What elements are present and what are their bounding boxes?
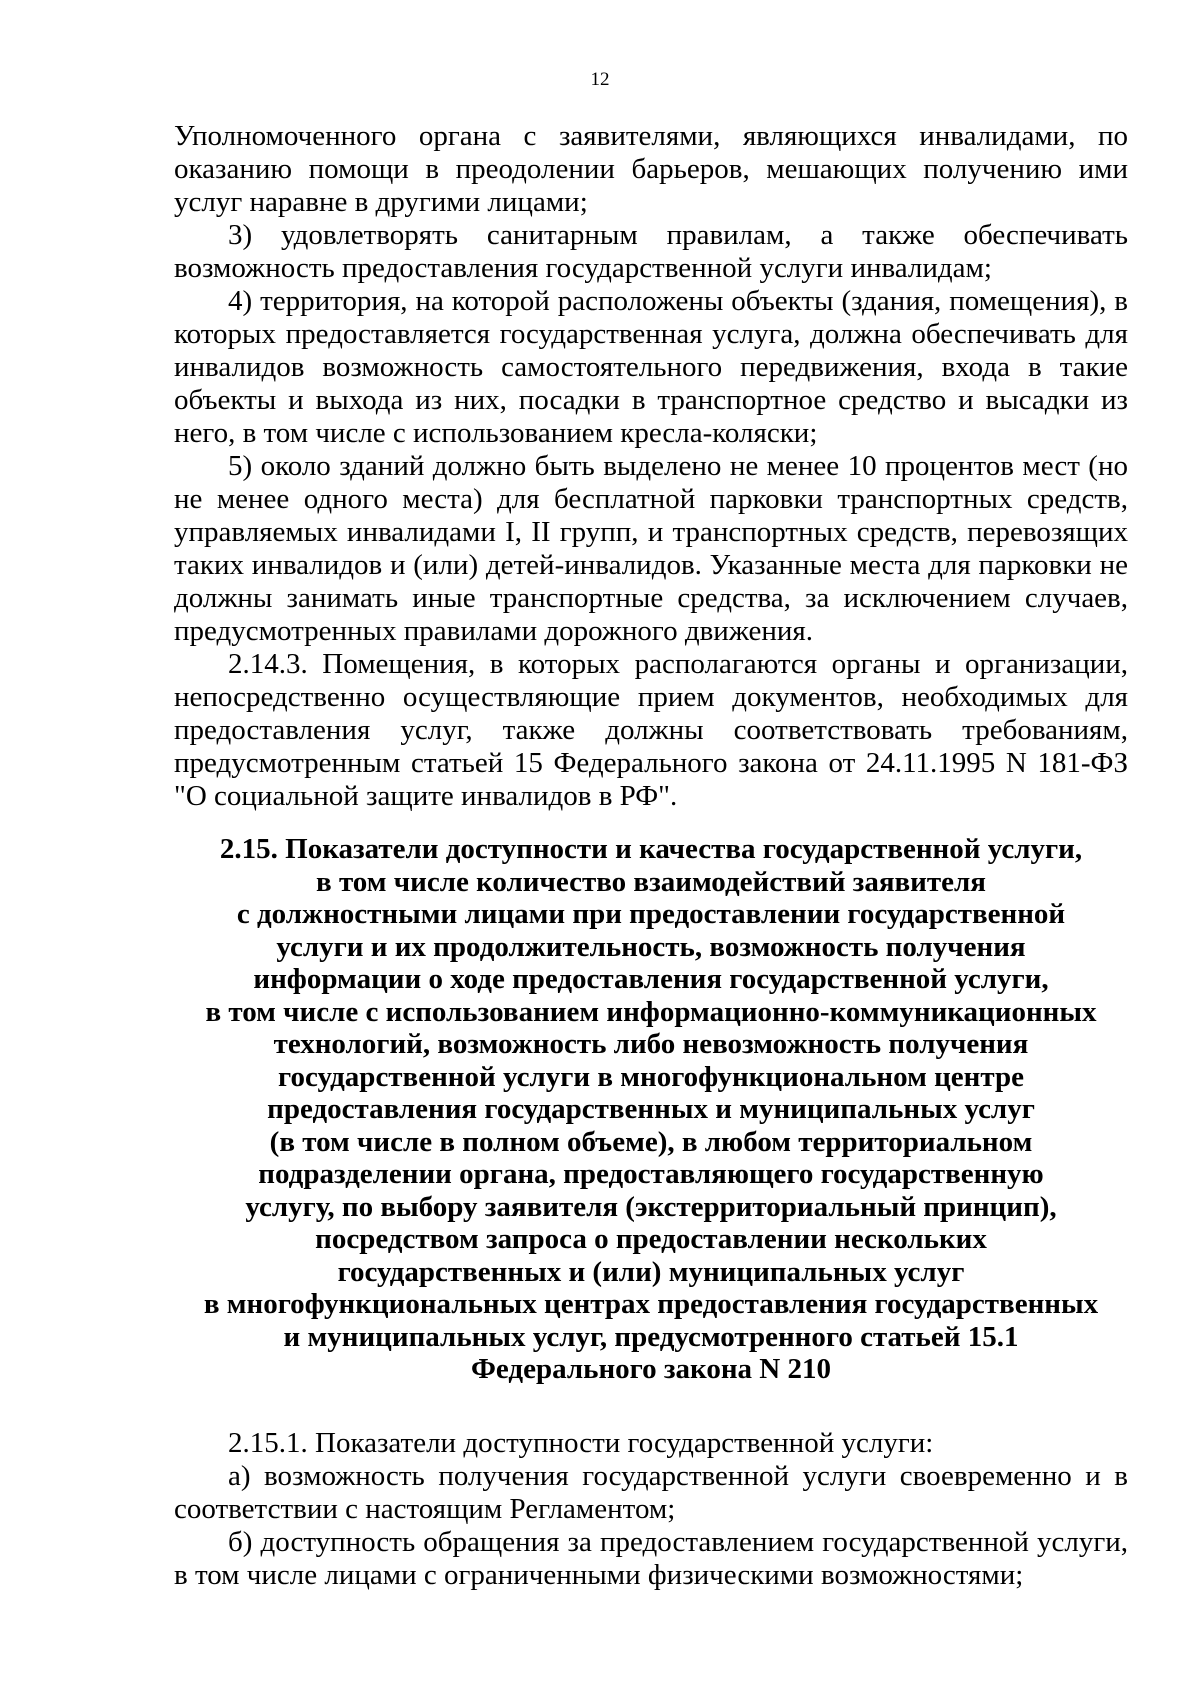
heading-line: услуги и их продолжительность, возможность получения (276, 930, 1026, 963)
paragraph-2-15-1: 2.15.1. Показатели доступности государственной услуги: (228, 1427, 934, 1459)
paragraph-2-14-3: 2.14.3. Помещения, в которых располагаются органы и организации, непосредственно осуществляющие прием документов, необходимых для предоставления услуг, также должны соответствовать требованиям, предусмотренным статьей 15 Федерального закона от 24.11.1995 N 181-ФЗ "О социальной защите инвалидов в РФ". (174, 648, 1128, 812)
heading-line: информации о ходе предоставления государственной услуги, (253, 963, 1049, 995)
heading-line: услугу, по выбору заявителя (экстерриториальный принцип), (245, 1190, 1057, 1223)
heading-line: государственных и (или) муниципальных услуг (337, 1255, 965, 1288)
heading-line: в том числе с использованием информационно-коммуникационных (205, 995, 1097, 1028)
heading-line: подразделении органа, предоставляющего государственную (258, 1158, 1044, 1190)
heading-line: технологий, возможность либо невозможность получения (273, 1028, 1029, 1060)
heading-line: и муниципальных услуг, предусмотренного статьей 15.1 (283, 1320, 1019, 1353)
page-number: 12 (590, 69, 610, 90)
heading-line: в том числе количество взаимодействий заявителя (316, 865, 986, 898)
paragraph-item-b: б) доступность обращения за предоставлением государственной услуги, в том числе лицами с ограниченными физическими возможностями; (174, 1526, 1128, 1591)
paragraph-item-a: а) возможность получения государственной услуги своевременно и в соответствии с настоящим Регламентом; (174, 1460, 1128, 1525)
heading-line: с должностными лицами при предоставлении государственной (236, 898, 1066, 930)
section-heading-2-15 (174, 833, 1128, 1386)
heading-line: 2.15. Показатели доступности и качества государственной услуги, (219, 833, 1083, 865)
heading-line: в многофункциональных центрах предоставления государственных (203, 1288, 1099, 1320)
paragraph-continuation: Уполномоченного органа с заявителями, являющихся инвалидами, по оказанию помощи в преодолении барьеров, мешающих получению ими услуг наравне в другими лицами; (174, 120, 1128, 218)
heading-line: государственной услуги в многофункциональном центре (278, 1060, 1024, 1093)
paragraph-item-3: 3) удовлетворять санитарным правилам, а также обеспечивать возможность предоставления государственной услуги инвалидам; (174, 219, 1128, 284)
body-text-lower (174, 1427, 1128, 1592)
heading-line: предоставления государственных и муниципальных услуг (267, 1093, 1035, 1125)
paragraph-item-4: 4) территория, на которой расположены объекты (здания, помещения), в которых предоставляется государственная услуга, должна обеспечивать для инвалидов возможность самостоятельного передвижения, входа в такие объекты и выхода из них, посадки в транспортное средство и высадки из него, в том числе с использованием кресла-коляски; (174, 285, 1128, 449)
paragraph-item-5: 5) около зданий должно быть выделено не менее 10 процентов мест (но не менее одного места) для бесплатной парковки транспортных средств, управляемых инвалидами I, II групп, и транспортных средств, перевозящих таких инвалидов и (или) детей-инвалидов. Указанные места для парковки не должны занимать иные транспортные средства, за исключением случаев, предусмотренных правилами дорожного движения. (174, 450, 1128, 647)
heading-line: посредством запроса о предоставлении нескольких (315, 1223, 987, 1255)
body-text-upper (174, 120, 1128, 813)
heading-line: (в том числе в полном объеме), в любом территориальном (269, 1125, 1033, 1158)
heading-line: Федерального закона N 210 (471, 1353, 831, 1385)
